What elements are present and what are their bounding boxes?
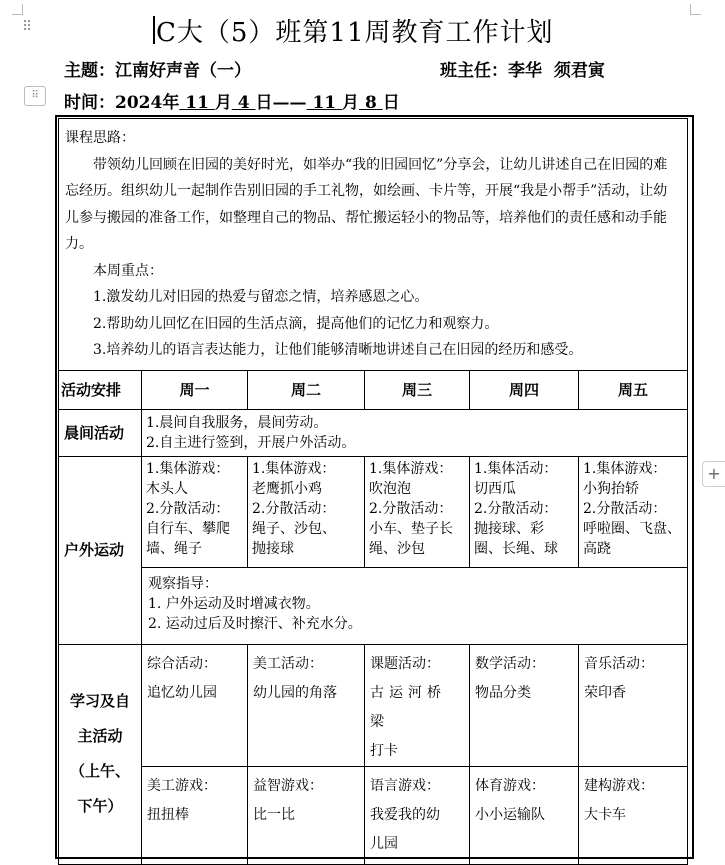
outdoor-cell-wed[interactable]	[365, 456, 470, 567]
activity-type: 语言游戏：	[370, 777, 440, 794]
activity-name: 我爱我的幼	[370, 806, 440, 823]
cell-line: 呼啦圈、飞盘、	[583, 520, 681, 537]
cell-line: 切西瓜	[474, 480, 516, 497]
table-move-handle-icon[interactable]: ⠿	[24, 86, 46, 106]
teacher-names: 李华 须君寅	[508, 61, 605, 81]
activity-name: 小小运输队	[475, 806, 545, 823]
activity-type: 体育游戏：	[475, 777, 545, 794]
morning-row	[59, 409, 688, 456]
study-cell[interactable]	[248, 766, 365, 864]
study-cell[interactable]	[248, 644, 365, 766]
activity-name: 追忆幼儿园	[147, 684, 217, 701]
activity-name: 扭扭棒	[147, 806, 189, 823]
focus-item: 2.帮助幼儿回忆在旧园的生活点滴，提高他们的记忆力和观察力。	[93, 315, 499, 332]
time-end-day: 8	[364, 93, 377, 113]
cell-line: 绳、沙包	[369, 540, 425, 557]
ideas-cell[interactable]	[59, 119, 688, 371]
time-end-month: 11	[312, 93, 337, 113]
study-label-line: 下午）	[77, 797, 123, 815]
study-label-line: （上午、	[69, 762, 130, 780]
cell-line: 小狗抬轿	[583, 480, 639, 497]
focus-item: 3.培养幼儿的语言表达能力，让他们能够清晰地讲述自己在旧园的经历和感受。	[93, 342, 583, 358]
theme-line	[64, 56, 251, 81]
study-cell[interactable]	[365, 644, 470, 766]
add-row-icon[interactable]: +	[702, 461, 725, 487]
time-line	[64, 88, 400, 113]
day-header: 周四	[470, 370, 579, 409]
day-header: 周五	[579, 370, 688, 409]
guidance-cell[interactable]	[142, 567, 688, 644]
outdoor-cell-tue[interactable]	[248, 456, 365, 567]
cell-line: 小车、垫子长	[369, 520, 453, 537]
cell-line: 2.分散活动：	[369, 500, 453, 517]
time-day-end: 日	[382, 93, 400, 113]
time-label: 时间：	[64, 93, 115, 113]
theme-label: 主题：	[64, 61, 115, 81]
study-label	[59, 644, 142, 864]
activity-type: 建构游戏：	[584, 777, 654, 794]
study-cell[interactable]	[365, 766, 470, 864]
study-cell[interactable]	[579, 644, 688, 766]
time-start-day: 4	[237, 93, 250, 113]
cell-line: 墙、绳子	[146, 540, 202, 557]
time-month-word-2: 月	[342, 93, 360, 113]
cell-line: 2.分散活动：	[146, 500, 230, 517]
text-cursor	[153, 16, 155, 44]
time-year: 2024年	[115, 93, 180, 113]
activity-type: 课题活动：	[370, 655, 440, 672]
study-cell[interactable]	[470, 644, 579, 766]
cell-line: 1.集体游戏：	[252, 460, 336, 477]
study-row-2	[59, 766, 688, 864]
cell-line: 吹泡泡	[369, 480, 411, 497]
cell-line: 2.分散活动：	[252, 500, 336, 517]
cell-line: 抛接球	[252, 540, 294, 557]
cell-line: 抛接球、彩	[474, 520, 544, 537]
ideas-row	[59, 119, 688, 371]
outdoor-cell-mon[interactable]	[142, 456, 248, 567]
morning-content[interactable]	[142, 409, 688, 456]
cell-line: 木头人	[146, 480, 188, 497]
activity-type: 益智游戏：	[253, 777, 323, 794]
cell-line: 1.集体游戏：	[369, 460, 453, 477]
day-header: 周二	[248, 370, 365, 409]
outdoor-label: 户外运动	[59, 456, 142, 644]
activity-name: 幼儿园的角落	[253, 684, 337, 701]
study-cell[interactable]	[142, 644, 248, 766]
teacher-label: 班主任：	[440, 61, 508, 81]
study-cell[interactable]	[579, 766, 688, 864]
morning-label: 晨间活动	[59, 409, 142, 456]
outdoor-row	[59, 456, 688, 567]
activity-name: 荣印香	[584, 684, 626, 701]
focus-heading: 本周重点：	[93, 262, 163, 279]
activity-type: 美工游戏：	[147, 777, 217, 794]
cell-line: 自行车、攀爬	[146, 520, 230, 537]
activity-type: 综合活动：	[147, 655, 217, 672]
activity-type: 数学活动：	[475, 655, 545, 672]
study-cell[interactable]	[470, 766, 579, 864]
document-title: C大（5）班第11周教育工作计划	[156, 18, 554, 48]
cell-line: 绳子、沙包、	[252, 520, 336, 537]
time-month-word: 月	[214, 93, 232, 113]
morning-line: 1.晨间自我服务，晨间劳动。	[146, 414, 328, 431]
cell-line: 1.集体游戏：	[146, 460, 230, 477]
margin-corner-mark	[12, 4, 23, 15]
time-separator: 日——	[255, 93, 307, 113]
ideas-paragraph: 带领幼儿回顾在旧园的美好时光，如举办“我的旧园回忆”分享会，让幼儿讲述自己在旧园的难忘经历。组织幼儿一起制作告别旧园的手工礼物，如绘画、卡片等，开展“我是小帮手”活动，让幼儿参与搬园的准备工作，如整理自己的物品、帮忙搬运轻小的物品等，培养他们的责任感和动手能力。	[65, 156, 668, 252]
drag-handle-icon[interactable]: ⠿	[22, 19, 33, 35]
plan-table	[58, 118, 688, 865]
cell-line: 1.集体游戏：	[583, 460, 667, 477]
cell-line: 老鹰抓小鸡	[252, 480, 322, 497]
activity-name-cont: 儿园	[370, 835, 398, 852]
arrangement-label: 活动安排	[59, 370, 142, 409]
study-row-1	[59, 644, 688, 766]
activity-name: 古运河桥梁	[370, 684, 446, 730]
activity-name-cont: 打卡	[370, 742, 398, 759]
guidance-line: 2. 运动过后及时擦汗、补充水分。	[148, 615, 362, 632]
ideas-heading: 课程思路：	[65, 130, 135, 146]
activity-name: 比一比	[253, 806, 295, 823]
outdoor-cell-thu[interactable]	[470, 456, 579, 567]
teacher-line	[440, 56, 605, 81]
activity-type: 音乐活动：	[584, 655, 654, 672]
cell-line: 高跷	[583, 540, 611, 557]
focus-item: 1.激发幼儿对旧园的热爱与留恋之情，培养感恩之心。	[93, 289, 429, 305]
study-label-line: 学习及自	[69, 692, 130, 710]
guidance-line: 观察指导：	[148, 575, 218, 592]
cell-line: 2.分散活动：	[583, 500, 667, 517]
time-start-month: 11	[185, 93, 209, 113]
outdoor-cell-fri[interactable]	[579, 456, 688, 567]
guidance-line: 1. 户外运动及时增减衣物。	[148, 595, 320, 612]
cell-line: 圈、长绳、球	[474, 540, 558, 557]
margin-corner-mark	[690, 4, 701, 15]
cell-line: 2.分散活动：	[474, 500, 558, 517]
header-row	[59, 370, 688, 409]
guidance-row	[59, 567, 688, 644]
activity-name: 物品分类	[475, 684, 531, 701]
morning-line: 2.自主进行签到，开展户外活动。	[146, 434, 356, 451]
study-label-line: 主活动	[77, 727, 123, 745]
cell-line: 1.集体活动：	[474, 460, 558, 477]
theme-value: 江南好声音（一）	[115, 61, 251, 81]
day-header: 周一	[142, 370, 248, 409]
activity-name: 大卡车	[584, 806, 626, 823]
study-cell[interactable]	[142, 766, 248, 864]
day-header: 周三	[365, 370, 470, 409]
activity-type: 美工活动：	[253, 655, 323, 672]
